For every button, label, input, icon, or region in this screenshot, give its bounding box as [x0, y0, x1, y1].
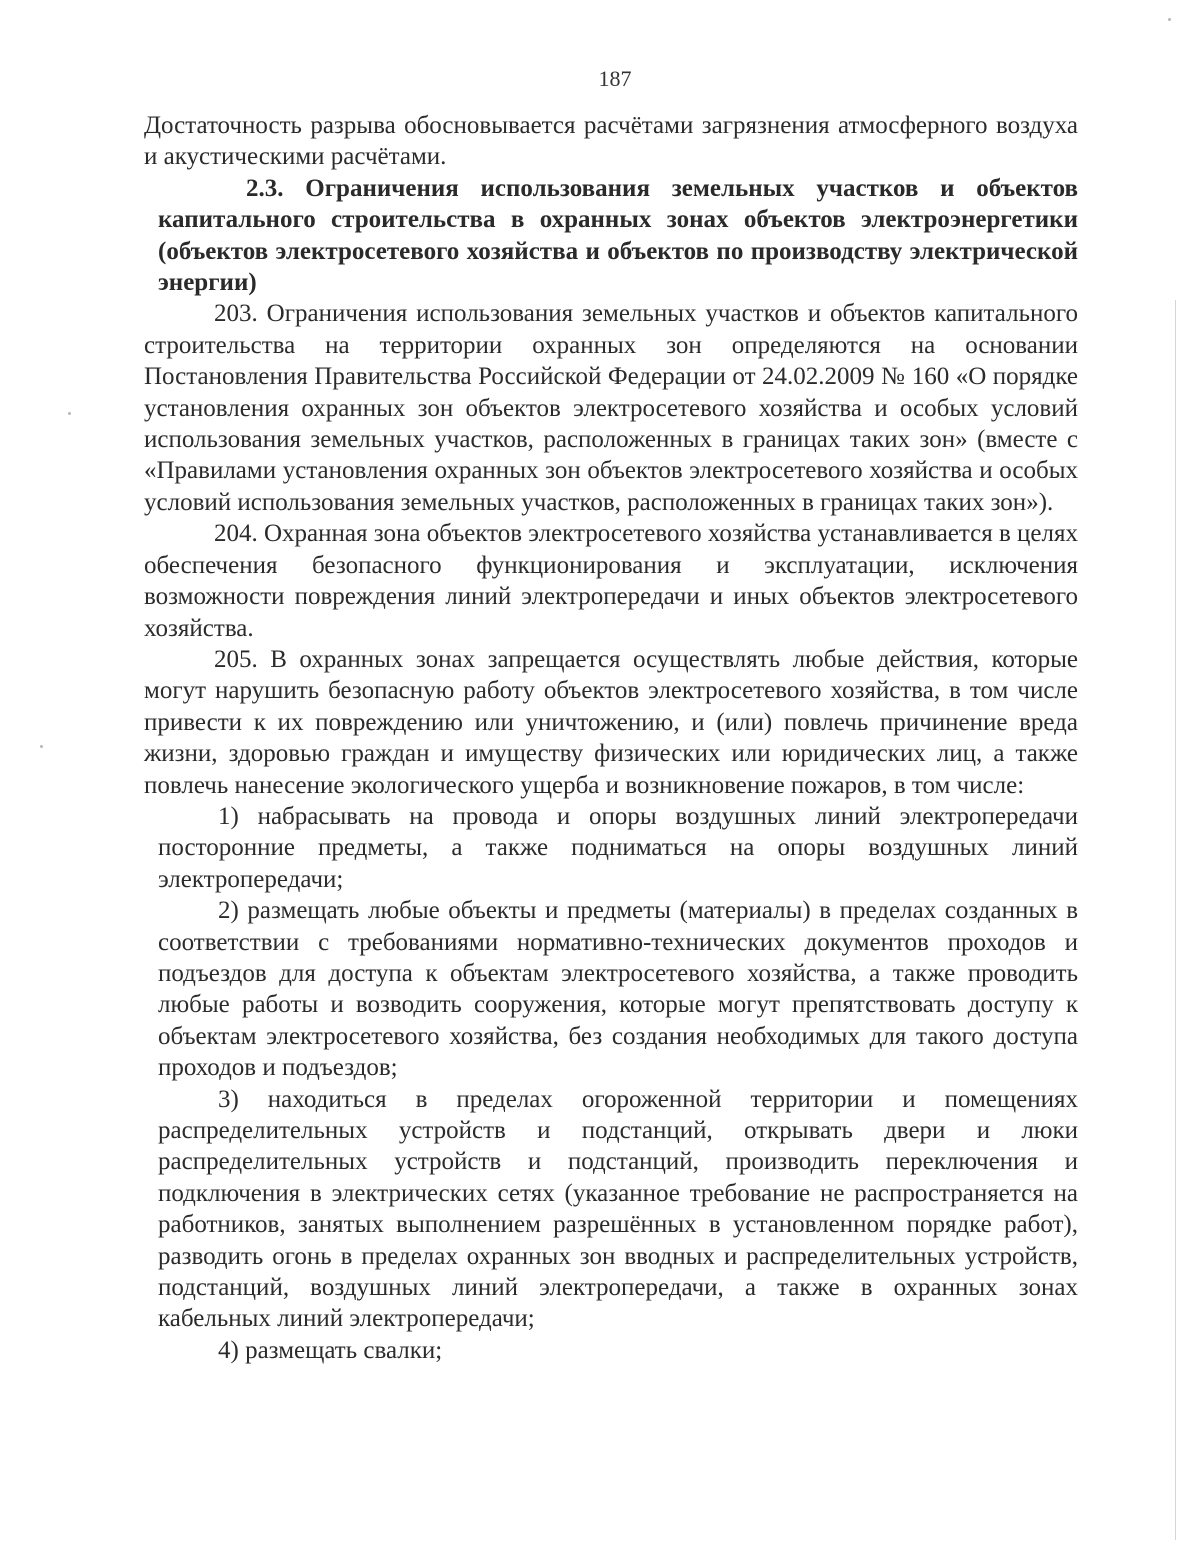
scan-speck [40, 745, 43, 748]
intro-paragraph: Достаточность разрыва обосновывается расчётами загрязнения атмосферного воздуха и акустическими расчётами. [144, 112, 1078, 171]
list-item-3: 3) находиться в пределах огороженной территории и помещениях распределительных устройств и подстанций, открывать двери и люки распределительных устройств и подстанций, производить переключения и подключения в электрических сетях (указанное требование не распространяется на работников, занятых выполнением разрешённых в установленном порядке работ), разводить огонь в пределах охранных зон вводных и распределительных устройств, подстанций, воздушных линий электропередачи, а также в охранных зонах кабельных линий электропередачи; [158, 1085, 1078, 1333]
list-item-4: 4) размещать свалки; [218, 1336, 443, 1364]
page-number: 187 [598, 66, 632, 91]
scan-speck [68, 412, 71, 415]
paragraph-203: 203. Ограничения использования земельных участков и объектов капитального строительства на территории охранных зон определяются на основании Постановления Правительства Российской Федерации от 24.02.2009 № 160 «О порядке установления охранных зон объектов электросетевого хозяйства и особых условий использования земельных участков, расположенных в границах таких зон» (вместе с «Правилами установления охранных зон объектов электросетевого хозяйства и особых условий использования земельных участков, расположенных в границах таких зон»). [144, 300, 1078, 516]
document-body [144, 110, 1078, 1366]
scan-speck [1168, 18, 1171, 21]
scan-edge-line [1175, 300, 1176, 1540]
section-heading: 2.3. Ограничения использования земельных участков и объектов капитального строительства в охранных зонах объектов электроэнергетики (объектов электросетевого хозяйства и объектов по производству электрической энергии) [158, 174, 1078, 297]
list-item-2: 2) размещать любые объекты и предметы (материалы) в пределах созданных в соответствии с требованиями нормативно-технических документов проходов и подъездов для доступа к объектам электросетевого хозяйства, а также проводить любые работы и возводить сооружения, которые могут препятствовать доступу к объектам электросетевого хозяйства, без создания необходимых для такого доступа проходов и подъездов; [158, 897, 1078, 1082]
list-item-1: 1) набрасывать на провода и опоры воздушных линий электропередачи посторонние предметы, а также подниматься на опоры воздушных линий электропередачи; [158, 802, 1078, 893]
paragraph-204: 204. Охранная зона объектов электросетевого хозяйства устанавливается в целях обеспечения безопасного функционирования и эксплуатации, исключения возможности повреждения линий электропередачи и иных объектов электросетевого хозяйства. [144, 520, 1078, 642]
paragraph-205: 205. В охранных зонах запрещается осуществлять любые действия, которые могут нарушить безопасную работу объектов электросетевого хозяйства, в том числе привести к их повреждению или уничтожению, и (или) повлечь причинение вреда жизни, здоровью граждан и имуществу физических или юридических лиц, а также повлечь нанесение экологического ущерба и возникновение пожаров, в том числе: [144, 645, 1078, 799]
